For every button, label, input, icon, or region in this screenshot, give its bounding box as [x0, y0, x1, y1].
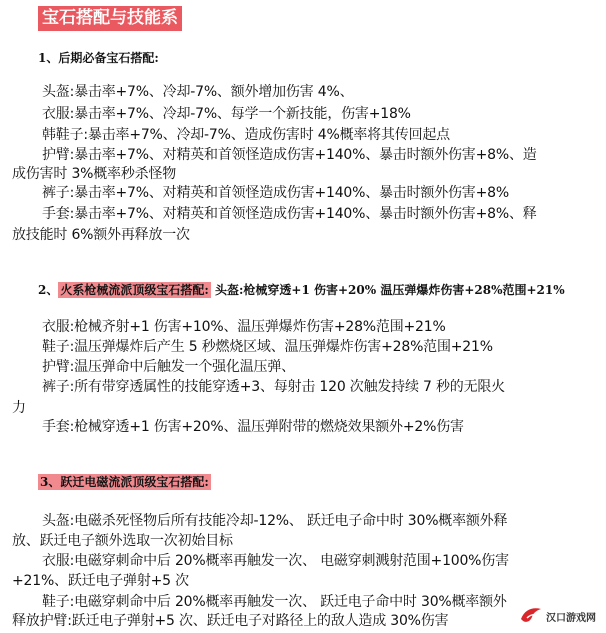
section1-line: 韩鞋子:暴击率+7%、冷却-7%、造成伤害时 4%概率将其传回起点	[42, 127, 450, 143]
section1-line: 护臂:暴击率+7%、对精英和首领怪造成伤害+140%、暴击时额外伤害+8%、造	[42, 147, 537, 163]
section1-line: 头盔:暴击率+7%、冷却-7%、额外增加伤害 4%、	[42, 84, 354, 100]
section1-line: 放技能时 6%额外再释放一次	[12, 227, 190, 243]
section2-heading-rest: 头盔:枪械穿透+1 伤害+20% 温压弹爆炸伤害+28%范围+21%	[210, 283, 565, 297]
section3-heading	[38, 474, 211, 490]
section3-heading-highlight: 3、跃迁电磁流派顶级宝石搭配:	[40, 475, 209, 489]
watermark-text: 汉口游戏网	[546, 612, 596, 624]
section1-heading: 1、后期必备宝石搭配:	[38, 51, 159, 65]
section2-line: 衣服:枪械齐射+1 伤害+10%、温压弹爆炸伤害+28%范围+21%	[42, 319, 446, 335]
section2-line: 护臂:温压弹命中后触发一个强化温压弹、	[42, 359, 295, 375]
section2-line: 鞋子:温压弹爆炸后产生 5 秒燃烧区域、温压弹爆炸伤害+28%范围+21%	[42, 339, 493, 355]
section3-line: 放、跃迁电子额外选取一次初始目标	[12, 533, 233, 549]
section2-heading	[38, 282, 565, 298]
section2-line: 手套:枪械穿透+1 伤害+20%、温压弹附带的燃烧效果额外+2%伤害	[42, 419, 464, 435]
section3-line: 头盔:电磁杀死怪物后所有技能冷却-12%、 跃迁电子命中时 30%概率额外释	[42, 513, 508, 529]
section1-line: 手套:暴击率+7%、对精英和首领怪造成伤害+140%、暴击时额外伤害+8%、释	[42, 206, 537, 222]
section3-line: 释放护臂:跃迁电子弹射+5 次、跃迁电子对路径上的敌人造成 30%伤害	[12, 613, 449, 629]
section3-line: 衣服:电磁穿刺命中后 20%概率再触发一次、 电磁穿刺溅射范围+100%伤害	[42, 553, 509, 569]
section1-line: 成伤害时 3%概率秒杀怪物	[12, 166, 177, 182]
bird-logo-icon	[519, 605, 543, 627]
section3-line: +21%、跃迁电子弹射+5 次	[12, 573, 189, 589]
section2-heading-highlight: 火系枪械流派顶级宝石搭配:	[60, 283, 209, 297]
section2-line: 裤子:所有带穿透属性的技能穿透+3、每射击 120 次触发持续 7 秒的无限火	[42, 379, 505, 395]
page-title: 宝石搭配与技能系	[38, 6, 182, 31]
section1-line: 衣服:暴击率+7%、冷却-7%、每学一个新技能，伤害+18%	[42, 106, 411, 122]
section1-line: 裤子:暴击率+7%、对精英和首领怪造成伤害+140%、暴击时额外伤害+8%	[42, 185, 509, 201]
section3-line: 鞋子:电磁穿刺命中后 20%概率再触发一次、 跃迁电子命中时 30%概率额外	[42, 594, 507, 610]
watermark	[515, 603, 600, 629]
section2-heading-prefix: 2、	[38, 283, 59, 297]
section2-line: 力	[12, 400, 26, 416]
